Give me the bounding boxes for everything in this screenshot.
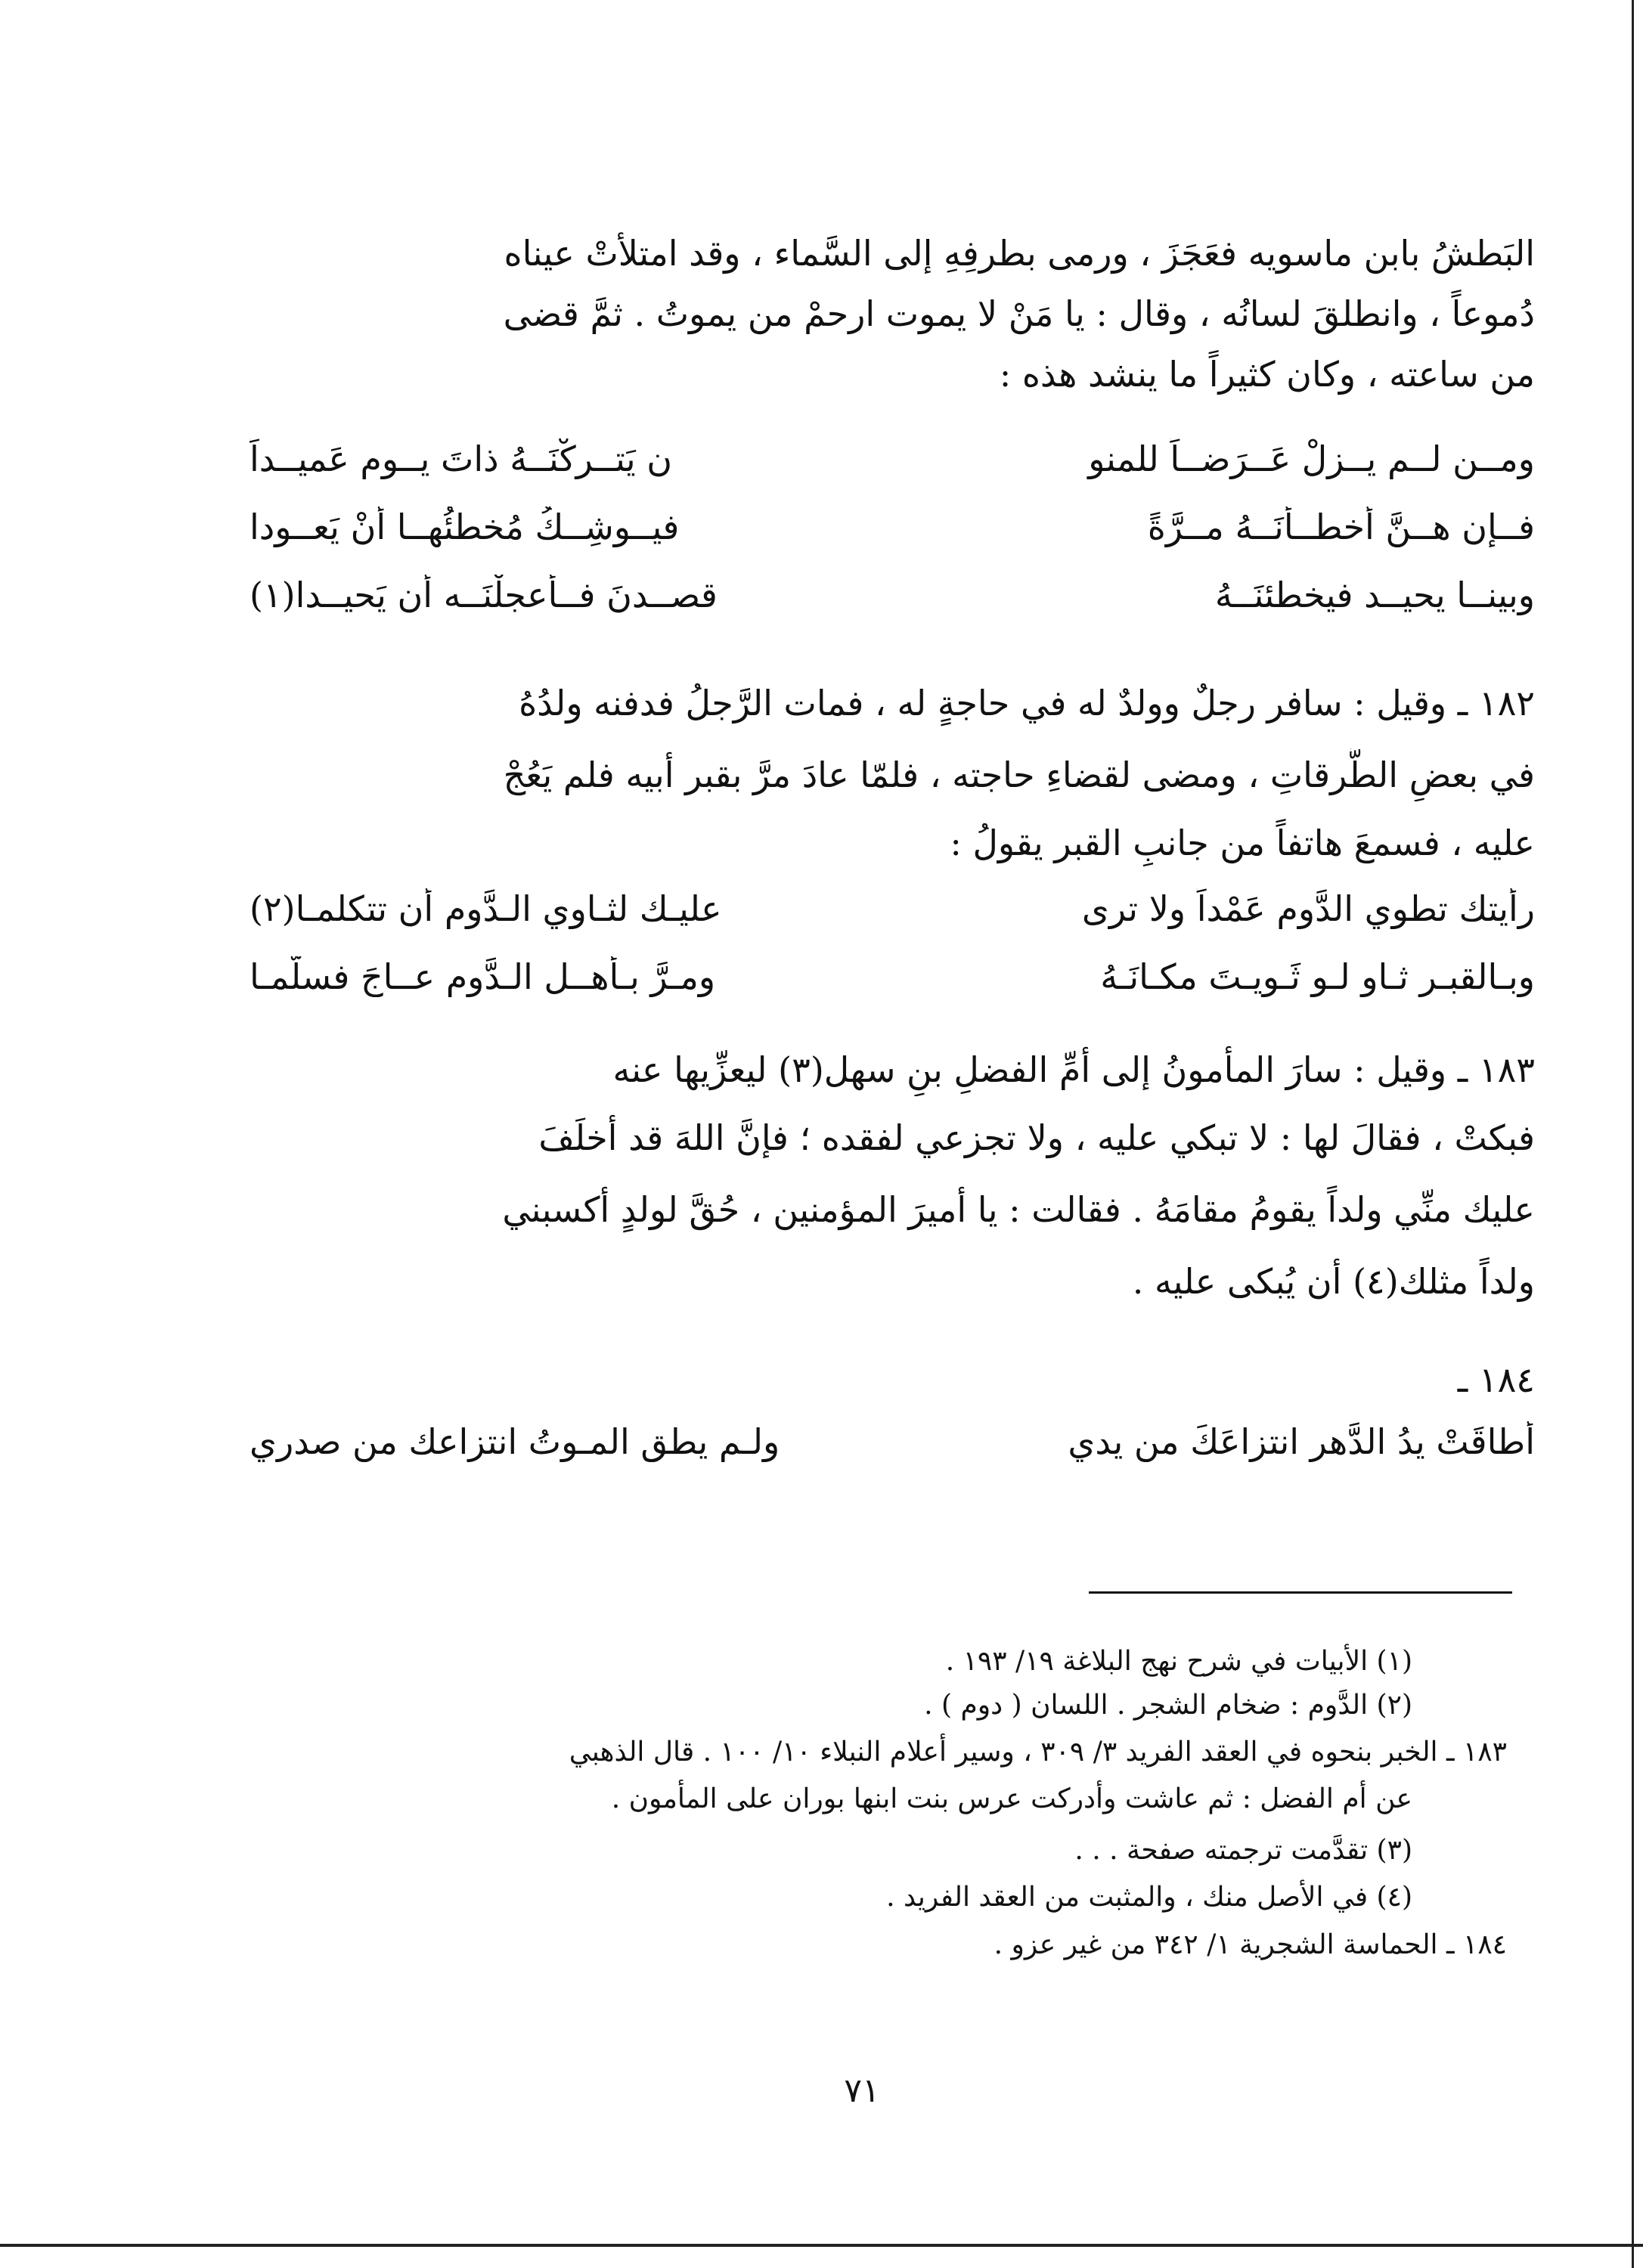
footnote: (١) الأبيات في شرح نهج البلاغة ١٩/ ١٩٣ .: [945, 1646, 1412, 1677]
verse-line: [250, 956, 1535, 1009]
footnote: (٢) الدَّوم : ضخام الشجر . اللسان ( دوم ) .: [924, 1690, 1412, 1721]
prose-line: ١٨٢ ـ وقيل : سافر رجلٌ وولدٌ له في حاجةٍ له ، فمات الرَّجلُ فدفنه ولدُهُ: [519, 683, 1535, 723]
verse-second-hemistich: ولـم يطقِ المـوتُ انتزاعك من صدري: [250, 1421, 780, 1462]
prose-line: البَطشُ بابن ماسويه فعَجَزَ ، ورمى بطرفِهِ إلى السَّماء ، وقد امتلأتْ عيناه: [504, 233, 1535, 274]
page-edge-right: [1632, 0, 1634, 2268]
verse-line: [250, 507, 1535, 559]
prose-line: عليه ، فسمعَ هاتفاً من جانبِ القبر يقولُ :: [950, 823, 1535, 863]
verse-first-hemistich: ومــن لــم يــزلْ عَــرَضــاً للمنو: [1088, 438, 1535, 479]
verse-line: [250, 438, 1535, 491]
prose-line: ولداً مثلك(٤) أن يُبكى عليه .: [1132, 1261, 1535, 1302]
verse-first-hemistich: رأيتك تطوي الدَّوم عَمْداً ولا ترى: [1081, 888, 1535, 929]
verse-second-hemistich: نِ يَتــركْنَــهُ ذاتَ يــوم عَميــداً: [250, 438, 673, 479]
verse-line: [250, 575, 1535, 627]
verse-second-hemistich: عليـك لثـاوي الـدَّومِ أن تتكلمـا(٢): [250, 888, 722, 929]
verse-second-hemistich: ومـرَّ بـأهــلِ الـدَّوم عــاجَ فسلَّمـا: [250, 956, 716, 997]
verse-first-hemistich: وبينــا يحيــد فيخطئنَــهُ: [1214, 575, 1535, 615]
prose-line: عليك منِّي ولداً يقومُ مقامَهُ . فقالت : يا أميرَ المؤمنين ، حُقَّ لولدٍ أكسبني: [502, 1189, 1535, 1230]
section-heading: ١٨٤ ـ: [1457, 1359, 1535, 1400]
verse-first-hemistich: أطاقَتْ يدُ الدَّهرِ انتزاعَكَ من يدي: [1068, 1421, 1535, 1462]
prose-line: دُموعاً ، وانطلقَ لسانُه ، وقال : يا مَنْ لا يموت ارحمْ من يموتُ . ثمَّ قضى: [503, 293, 1535, 334]
footnote: ١٨٣ ـ الخبر بنحوه في العقد الفريد ٣/ ٣٠٩ ، وسير أعلام النبلاء ١٠/ ١٠٠ . قال الذهبي: [569, 1737, 1507, 1768]
verse-second-hemistich: فيــوشِــكُ مُخطئُهــا أنْ يَعــودا: [250, 507, 680, 547]
prose-line: من ساعته ، وكان كثيراً ما ينشد هذه :: [999, 354, 1535, 395]
footnote: عن أم الفضل : ثم عاشت وأدركت عرس بنت ابنها بوران على المأمون .: [611, 1783, 1412, 1814]
verse-line: [250, 1421, 1535, 1474]
footnote: (٤) في الأصل منك ، والمثبت من العقد الفريد .: [886, 1882, 1412, 1913]
footnote: (٣) تقدَّمت ترجمته صفحة . . .: [1074, 1835, 1412, 1866]
prose-line: فبكتْ ، فقالَ لها : لا تبكي عليه ، ولا تجزعي لفقده ؛ فإنَّ اللهَ قد أخلَفَ: [538, 1117, 1535, 1158]
verse-first-hemistich: فــإن هــنَّ أخطــأْنَــهُ مــرَّةً: [1147, 507, 1535, 547]
verse-second-hemistich: قصــدنَ فــأعجلْنَــه أن يَحيــدا(١): [250, 575, 718, 615]
footnote: ١٨٤ ـ الحماسة الشجرية ١/ ٣٤٢ من غير عزو .: [994, 1929, 1507, 1960]
prose-line: في بعضِ الطُّرقاتِ ، ومضى لقضاءِ حاجته ، فلمّا عادَ مرَّ بقبر أبيه فلم يَعُجْ: [503, 754, 1535, 795]
footnote-separator: [1089, 1591, 1512, 1594]
prose-line: ١٨٣ ـ وقيل : سارَ المأمونُ إلى أمِّ الفضلِ بنِ سهل(٣) ليعزِّيها عنه: [612, 1049, 1535, 1090]
verse-line: [250, 888, 1535, 941]
page-number: ٧١: [844, 2071, 880, 2110]
verse-first-hemistich: وبـالقبـر ثـاوٍ لـو ثَـويـتَ مكـانَـهُ: [1100, 956, 1535, 997]
